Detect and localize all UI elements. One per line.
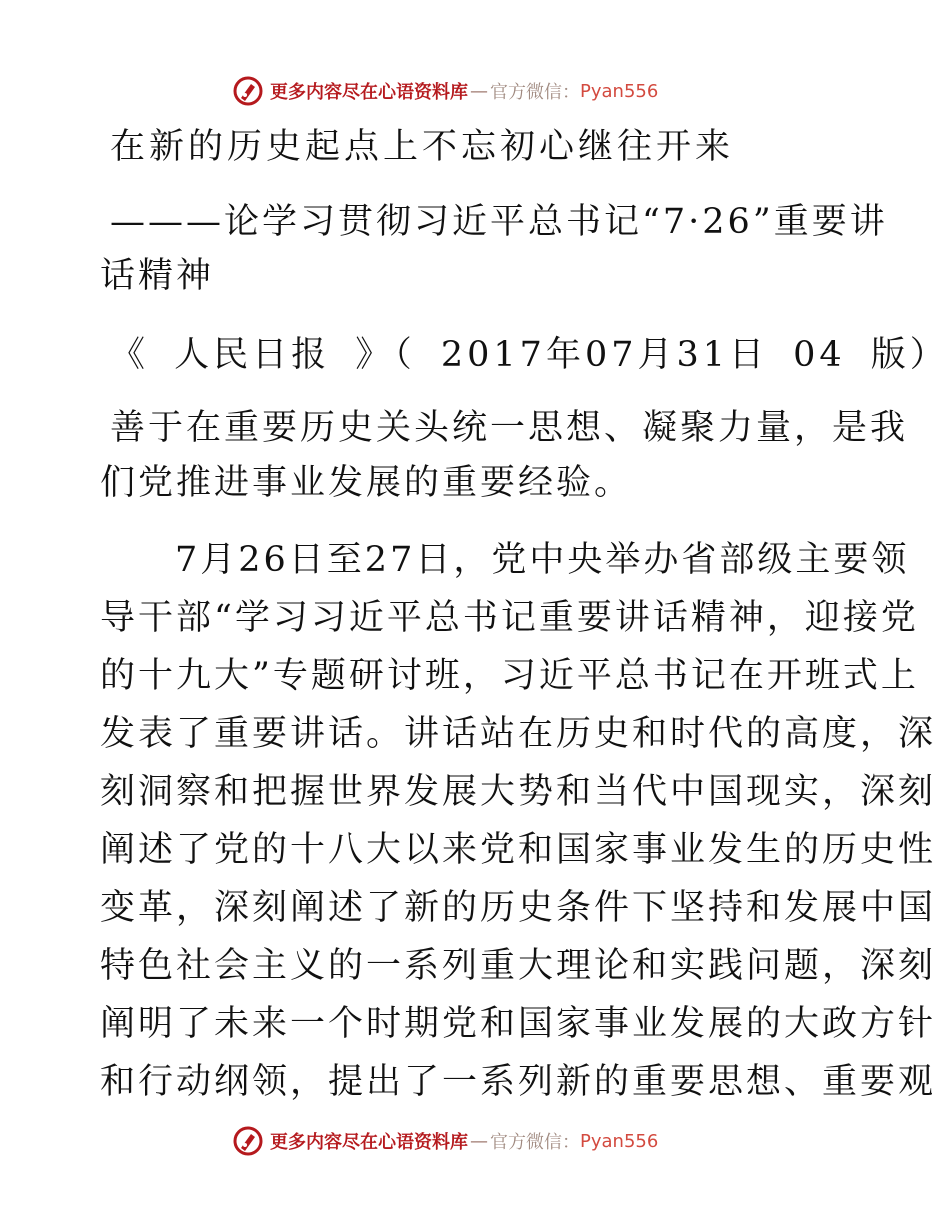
watermark-dash: — <box>470 80 488 102</box>
footer-watermark <box>232 1124 658 1158</box>
watermark-official-label: 官方微信： <box>490 82 580 103</box>
header-watermark <box>232 74 658 108</box>
watermark-wechat-id: Pyan556 <box>580 1130 659 1152</box>
paragraph-2-line-3: 的十九大”专题研讨班，习近平总书记在开班式上 <box>100 656 919 696</box>
article-title: 在新的历史起点上不忘初心继往开来 <box>110 127 735 167</box>
paragraph-2-line-6: 阐述了党的十八大以来党和国家事业发生的历史性 <box>100 830 937 870</box>
paragraph-2-line-9: 阐明了未来一个时期党和国家事业发展的大政方针 <box>100 1004 937 1044</box>
paragraph-2-line-1: 7月26日至27日，党中央举办省部级主要领 <box>175 540 910 580</box>
watermark-wechat-id: Pyan556 <box>580 80 659 102</box>
paragraph-2-line-4: 发表了重要讲话。讲话站在历史和时代的高度，深 <box>100 714 937 754</box>
paragraph-2-line-2: 导干部“学习习近平总书记重要讲话精神，迎接党 <box>100 598 919 638</box>
paragraph-2-line-5: 刻洞察和把握世界发展大势和当代中国现实，深刻 <box>100 772 937 812</box>
article-subtitle-line-2: 话精神 <box>100 256 215 296</box>
paragraph-1-line-2: 们党推进事业发展的重要经验。 <box>100 463 633 503</box>
paragraph-2-line-8: 特色社会主义的一系列重大理论和实践问题，深刻 <box>100 946 937 986</box>
watermark-brand-text: 更多内容尽在心语资料库 <box>270 1132 468 1153</box>
watermark-dash: — <box>470 1130 488 1152</box>
paragraph-1-line-1: 善于在重要历史关头统一思想、凝聚力量，是我 <box>110 408 909 448</box>
article-subtitle-line-1: ———论学习贯彻习近平总书记“7·26”重要讲 <box>110 202 888 242</box>
article-source: 《 人民日报 》（ 2017年07月31日 04 版） <box>110 335 949 375</box>
pen-logo-icon <box>232 75 264 107</box>
paragraph-2-line-10: 和行动纲领，提出了一系列新的重要思想、重要观 <box>100 1062 937 1102</box>
watermark-brand-text: 更多内容尽在心语资料库 <box>270 82 468 103</box>
pen-logo-icon <box>232 1125 264 1157</box>
watermark-official-label: 官方微信： <box>490 1132 580 1153</box>
paragraph-2-line-7: 变革，深刻阐述了新的历史条件下坚持和发展中国 <box>100 888 937 928</box>
